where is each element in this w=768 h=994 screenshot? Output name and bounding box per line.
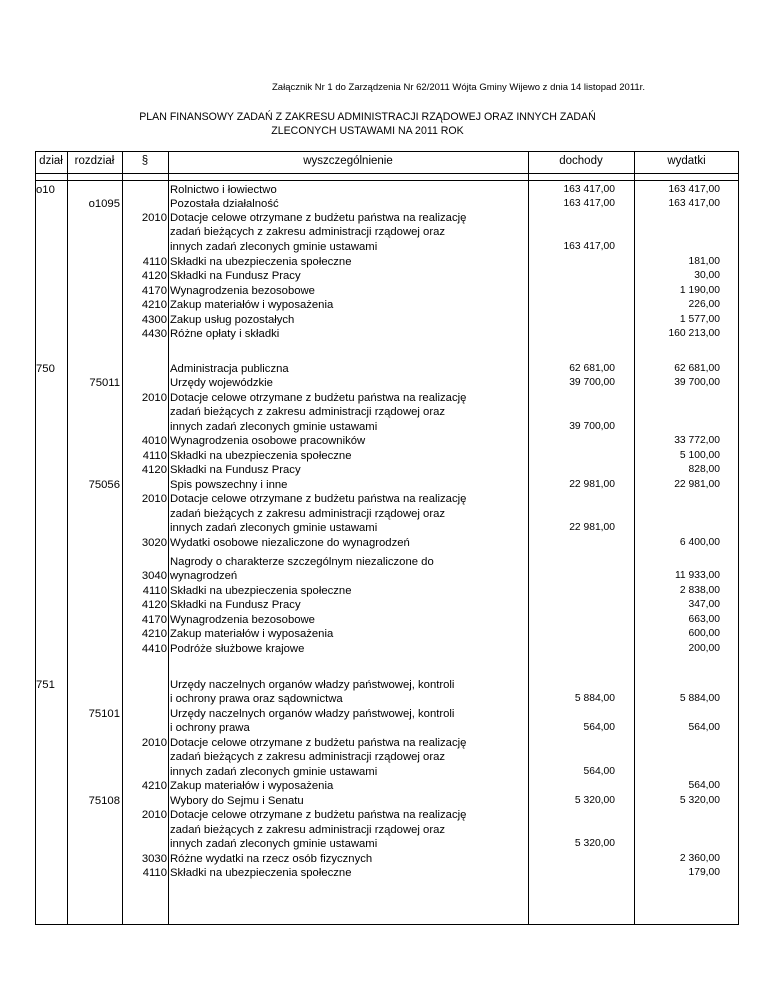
cell-paragraf: 3020	[141, 537, 167, 549]
cell-opis: Wydatki osobowe niezaliczone do wynagrodzeń	[170, 537, 410, 549]
cell-dzial: 750	[36, 363, 55, 375]
cell-wydatki: 39 700,00	[674, 377, 720, 388]
cell-wydatki: 160 213,00	[668, 328, 720, 339]
cell-opis: Zakup materiałów i wyposażenia	[170, 780, 334, 792]
cell-wydatki: 11 933,00	[674, 570, 720, 581]
cell-opis: Składki na Fundusz Pracy	[170, 599, 301, 611]
cell-opis: Administracja publiczna	[170, 363, 289, 375]
cell-opis: Zakup materiałów i wyposażenia	[170, 299, 334, 311]
cell-dochody: 62 681,00	[569, 363, 615, 374]
cell-opis: Wynagrodzenia bezosobowe	[170, 285, 315, 297]
cell-paragraf: 4110	[142, 867, 167, 879]
cell-paragraf: 4120	[141, 464, 167, 476]
cell-paragraf: 4120	[141, 599, 167, 611]
cell-wydatki: 33 772,00	[674, 435, 720, 446]
cell-wydatki: 828,00	[688, 464, 720, 475]
cell-paragraf: 4210	[141, 299, 167, 311]
cell-opis: Dotacje celowe otrzymane z budżetu państwa na realizację	[170, 737, 467, 749]
cell-wydatki: 663,00	[688, 614, 720, 625]
cell-paragraf: 4430	[141, 328, 167, 340]
col-header-rozdzial: rozdział	[74, 155, 115, 167]
title-line-1: PLAN FINANSOWY ZADAŃ Z ZAKRESU ADMINISTRACJI RZĄDOWEJ ORAZ INNYCH ZADAŃ	[139, 111, 596, 123]
cell-wydatki: 30,00	[694, 270, 720, 281]
cell-rozdzial: 75011	[89, 377, 120, 389]
cell-dochody: 22 981,00	[569, 479, 615, 490]
cell-paragraf: 2010	[141, 392, 167, 404]
cell-paragraf: 4170	[141, 285, 167, 297]
cell-wydatki: 564,00	[688, 722, 720, 733]
cell-opis: Składki na Fundusz Pracy	[170, 464, 301, 476]
cell-opis: innych zadań zleconych gminie ustawami	[170, 421, 378, 433]
cell-wydatki: 200,00	[688, 643, 720, 654]
col-header-opis: wyszczególnienie	[303, 155, 393, 167]
col-header-wydatki: wydatki	[667, 155, 706, 167]
cell-opis: zadań bieżących z zakresu administracji rządowej oraz	[170, 406, 446, 418]
cell-dochody: 163 417,00	[563, 198, 615, 209]
cell-wydatki: 1 190,00	[679, 285, 720, 296]
cell-wydatki: 5 100,00	[679, 450, 720, 461]
cell-opis: innych zadań zleconych gminie ustawami	[170, 766, 378, 778]
cell-opis: Składki na ubezpieczenia społeczne	[170, 450, 352, 462]
cell-opis: zadań bieżących z zakresu administracji rządowej oraz	[170, 226, 446, 238]
cell-dzial: o10	[36, 184, 55, 196]
cell-opis: Pozostała działalność	[170, 198, 279, 210]
cell-opis: zadań bieżących z zakresu administracji rządowej oraz	[170, 824, 446, 836]
cell-opis: Wynagrodzenia osobowe pracowników	[170, 435, 366, 447]
cell-dochody: 564,00	[583, 722, 615, 733]
col-divider-opis	[528, 151, 529, 925]
col-header-paragraf: §	[141, 155, 149, 167]
cell-opis: Składki na ubezpieczenia społeczne	[170, 256, 352, 268]
cell-opis: Urzędy naczelnych organów władzy państwowej, kontroli	[170, 708, 455, 720]
title-line-2: ZLECONYCH USTAWAMI NA 2011 ROK	[271, 125, 464, 137]
cell-dochody: 5 884,00	[574, 693, 615, 704]
cell-opis: Zakup usług pozostałych	[170, 314, 295, 326]
cell-opis: Wynagrodzenia bezosobowe	[170, 614, 315, 626]
cell-dochody: 5 320,00	[574, 795, 615, 806]
cell-opis: Różne opłaty i składki	[170, 328, 280, 340]
col-divider-paragraf	[168, 151, 169, 925]
col-divider-dzial	[67, 151, 68, 925]
cell-paragraf: 4300	[141, 314, 167, 326]
cell-wydatki: 347,00	[688, 599, 720, 610]
document-title	[40, 110, 695, 138]
cell-rozdzial: o1095	[88, 198, 120, 210]
cell-dochody: 22 981,00	[569, 522, 615, 533]
cell-rozdzial: 75056	[88, 479, 120, 491]
cell-wydatki: 5 320,00	[679, 795, 720, 806]
cell-wydatki: 1 577,00	[679, 314, 720, 325]
cell-opis: Rolnictwo i łowiectwo	[170, 184, 277, 196]
cell-opis: Urzędy naczelnych organów władzy państwowej, kontroli	[170, 679, 455, 691]
cell-wydatki: 6 400,00	[679, 537, 720, 548]
cell-wydatki: 22 981,00	[674, 479, 720, 490]
attachment-note-text: Załącznik Nr 1 do Zarządzenia Nr 62/2011 Wójta Gminy Wijewo z dnia 14 listopad 2011r.	[272, 82, 645, 93]
cell-wydatki: 5 884,00	[679, 693, 720, 704]
cell-paragraf: 2010	[141, 493, 167, 505]
cell-dochody: 39 700,00	[569, 421, 615, 432]
cell-opis: Spis powszechny i inne	[170, 479, 288, 491]
cell-paragraf: 2010	[141, 212, 167, 224]
cell-opis: Nagrody o charakterze szczególnym niezaliczone do	[170, 556, 434, 568]
cell-rozdzial: 75108	[88, 795, 120, 807]
cell-wydatki: 2 838,00	[679, 585, 720, 596]
cell-opis: wynagrodzeń	[170, 570, 238, 582]
cell-opis: innych zadań zleconych gminie ustawami	[170, 838, 378, 850]
cell-wydatki: 564,00	[688, 780, 720, 791]
cell-dochody: 39 700,00	[569, 377, 615, 388]
cell-paragraf: 2010	[141, 809, 167, 821]
cell-paragraf: 4110	[142, 256, 167, 268]
cell-dochody: 564,00	[583, 766, 615, 777]
cell-paragraf: 4110	[142, 450, 167, 462]
cell-opis: Składki na ubezpieczenia społeczne	[170, 585, 352, 597]
cell-opis: Wybory do Sejmu i Senatu	[170, 795, 304, 807]
cell-paragraf: 4210	[141, 628, 167, 640]
col-header-dzial: dział	[39, 155, 63, 167]
cell-opis: i ochrony prawa oraz sądownictwa	[170, 693, 343, 705]
cell-opis: Dotacje celowe otrzymane z budżetu państwa na realizację	[170, 212, 467, 224]
cell-opis: innych zadań zleconych gminie ustawami	[170, 522, 378, 534]
cell-paragraf: 4120	[141, 270, 167, 282]
cell-wydatki: 181,00	[688, 256, 720, 267]
cell-dochody: 5 320,00	[574, 838, 615, 849]
cell-paragraf: 3040	[141, 570, 167, 582]
cell-wydatki: 179,00	[688, 867, 720, 878]
cell-wydatki: 226,00	[688, 299, 720, 310]
cell-paragraf: 4010	[141, 435, 167, 447]
cell-paragraf: 2010	[141, 737, 167, 749]
cell-opis: zadań bieżących z zakresu administracji rządowej oraz	[170, 751, 446, 763]
col-divider-dochody	[634, 151, 635, 925]
cell-wydatki: 600,00	[688, 628, 720, 639]
cell-opis: Zakup materiałów i wyposażenia	[170, 628, 334, 640]
cell-opis: Podróże służbowe krajowe	[170, 643, 305, 655]
cell-wydatki: 62 681,00	[674, 363, 720, 374]
col-header-dochody: dochody	[559, 155, 603, 167]
cell-opis: Różne wydatki na rzecz osób fizycznych	[170, 853, 373, 865]
cell-opis: Dotacje celowe otrzymane z budżetu państwa na realizację	[170, 392, 467, 404]
cell-wydatki: 163 417,00	[668, 184, 720, 195]
cell-opis: Składki na Fundusz Pracy	[170, 270, 301, 282]
cell-wydatki: 2 360,00	[679, 853, 720, 864]
cell-paragraf: 4210	[141, 780, 167, 792]
cell-opis: Dotacje celowe otrzymane z budżetu państwa na realizację	[170, 493, 467, 505]
cell-paragraf: 3030	[141, 853, 167, 865]
cell-dzial: 751	[36, 679, 55, 691]
cell-wydatki: 163 417,00	[668, 198, 720, 209]
cell-opis: Dotacje celowe otrzymane z budżetu państwa na realizację	[170, 809, 467, 821]
cell-paragraf: 4410	[141, 643, 167, 655]
cell-dochody: 163 417,00	[563, 241, 615, 252]
cell-paragraf: 4170	[141, 614, 167, 626]
cell-paragraf: 4110	[142, 585, 167, 597]
cell-opis: i ochrony prawa	[170, 722, 250, 734]
cell-opis: zadań bieżących z zakresu administracji rządowej oraz	[170, 508, 446, 520]
cell-dochody: 163 417,00	[563, 184, 615, 195]
cell-opis: Składki na ubezpieczenia społeczne	[170, 867, 352, 879]
cell-opis: Urzędy wojewódzkie	[170, 377, 273, 389]
cell-opis: innych zadań zleconych gminie ustawami	[170, 241, 378, 253]
cell-rozdzial: 75101	[88, 708, 120, 720]
